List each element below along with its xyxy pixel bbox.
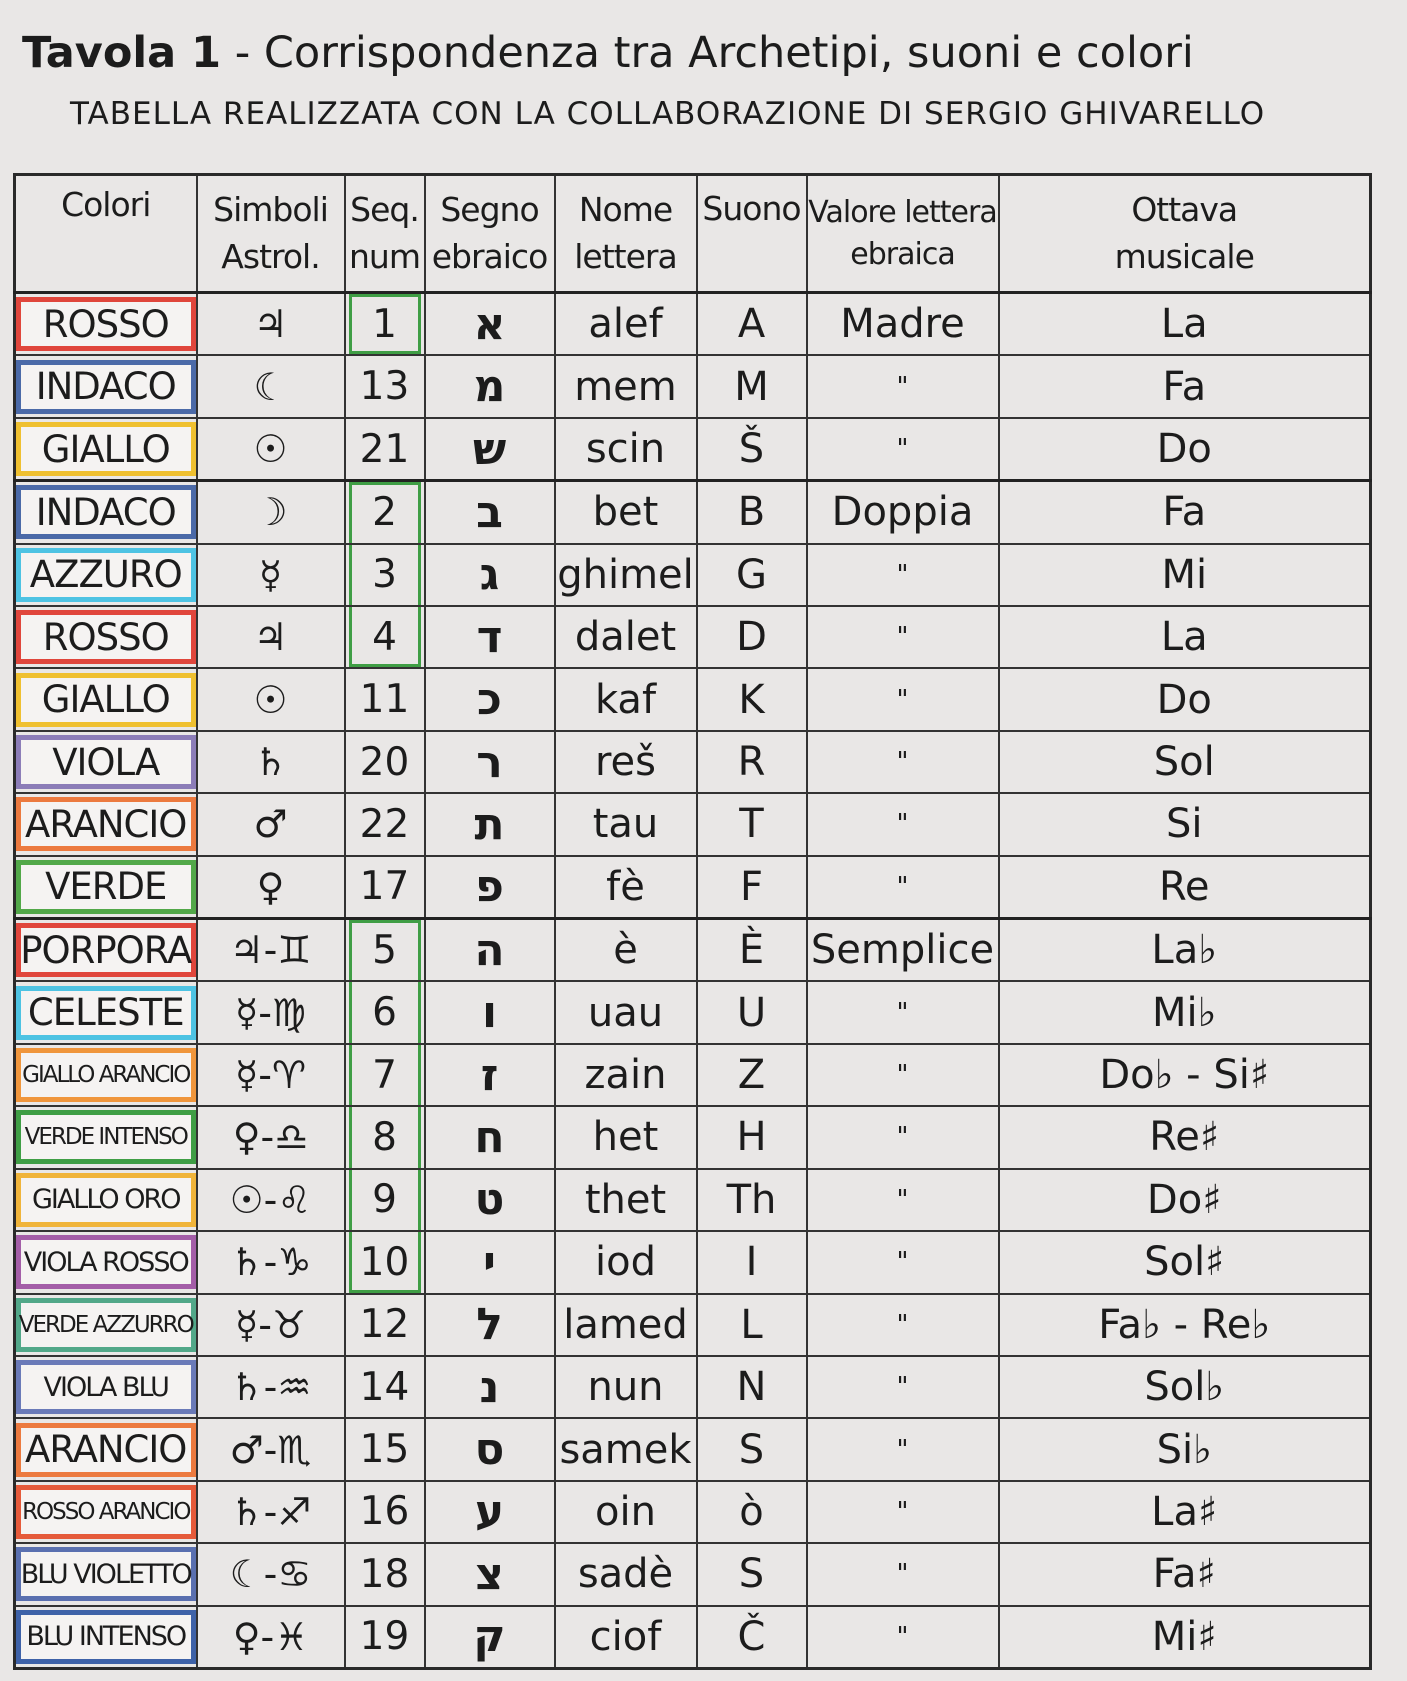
- table-row: [15, 1044, 1371, 1106]
- title-text: - Corrispondenza tra Archetipi, suoni e colori: [221, 28, 1194, 78]
- color-label: ARANCIO: [25, 802, 187, 846]
- letter-name: è: [555, 919, 697, 982]
- astro-symbol: ☿-♉: [197, 1294, 345, 1356]
- musical-octave: Do: [999, 668, 1371, 730]
- color-cell: [15, 668, 197, 730]
- color-cell: [15, 1356, 197, 1418]
- musical-octave: Mi♯: [999, 1606, 1371, 1669]
- color-cell: [15, 793, 197, 855]
- color-swatch: [16, 797, 196, 851]
- letter-name: nun: [555, 1356, 697, 1418]
- musical-octave: Do♭ - Si♯: [999, 1044, 1371, 1106]
- seq-value: 18: [359, 1551, 410, 1597]
- color-swatch: [16, 610, 196, 664]
- letter-sound: Th: [697, 1169, 807, 1231]
- page-title: [22, 28, 1194, 78]
- letter-name: ghimel: [555, 544, 697, 606]
- seq-value: 19: [359, 1614, 410, 1660]
- table-row: [15, 355, 1371, 417]
- letter-sound: M: [697, 355, 807, 417]
- seq-number: [345, 1106, 425, 1168]
- musical-octave: Fa: [999, 355, 1371, 417]
- letter-value: ": [807, 355, 999, 417]
- hebrew-letter: ת: [425, 793, 555, 855]
- color-cell: [15, 1106, 197, 1168]
- seq-value: 7: [372, 1052, 397, 1098]
- musical-octave: Sol♯: [999, 1231, 1371, 1293]
- color-label: INDACO: [35, 365, 176, 409]
- header-colori: Colori: [15, 175, 197, 293]
- letter-sound: ò: [697, 1481, 807, 1543]
- color-cell: [15, 418, 197, 481]
- astro-symbol: ☉-♌: [197, 1169, 345, 1231]
- letter-value: ": [807, 1543, 999, 1605]
- color-cell: [15, 293, 197, 356]
- hebrew-letter: י: [425, 1231, 555, 1293]
- musical-octave: Re: [999, 856, 1371, 919]
- color-cell: [15, 856, 197, 919]
- seq-number: [345, 1169, 425, 1231]
- letter-name: bet: [555, 481, 697, 544]
- musical-octave: Fa♭ - Re♭: [999, 1294, 1371, 1356]
- letter-sound: G: [697, 544, 807, 606]
- color-cell: [15, 606, 197, 668]
- color-label: GIALLO ARANCIO: [22, 1062, 190, 1089]
- letter-name: oin: [555, 1481, 697, 1543]
- astro-symbol: ♄-♑: [197, 1231, 345, 1293]
- table-row: [15, 919, 1371, 982]
- color-swatch: [16, 1423, 196, 1477]
- letter-value: ": [807, 1106, 999, 1168]
- seq-value: 20: [359, 739, 410, 785]
- table-row: [15, 1543, 1371, 1605]
- hebrew-letter: ג: [425, 544, 555, 606]
- seq-number: [345, 1044, 425, 1106]
- color-label: VIOLA: [52, 740, 160, 784]
- color-swatch: [16, 360, 196, 414]
- astro-symbol: ♀-♎: [197, 1106, 345, 1168]
- letter-name: het: [555, 1106, 697, 1168]
- astro-symbol: ☿-♈: [197, 1044, 345, 1106]
- letter-sound: Č: [697, 1606, 807, 1669]
- musical-octave: Re♯: [999, 1106, 1371, 1168]
- table-row: [15, 731, 1371, 793]
- color-swatch: [16, 923, 196, 977]
- seq-number: [345, 293, 425, 356]
- seq-value: 11: [359, 677, 410, 723]
- color-swatch: [16, 1298, 196, 1352]
- seq-number: [345, 793, 425, 855]
- color-swatch: [16, 485, 196, 539]
- color-cell: [15, 481, 197, 544]
- color-label: GIALLO: [41, 427, 170, 471]
- seq-value: 1: [372, 301, 397, 347]
- seq-number: [345, 981, 425, 1043]
- letter-name: zain: [555, 1044, 697, 1106]
- color-label: AZZURO: [29, 553, 182, 597]
- color-label: INDACO: [35, 490, 176, 534]
- color-label: BLU INTENSO: [26, 1621, 186, 1653]
- letter-name: alef: [555, 293, 697, 356]
- color-label: ROSSO: [42, 302, 169, 346]
- color-swatch: [16, 1110, 196, 1164]
- color-label: ARANCIO: [25, 1428, 187, 1472]
- hebrew-letter: ח: [425, 1106, 555, 1168]
- color-swatch: [16, 673, 196, 727]
- astro-symbol: ♃: [197, 293, 345, 356]
- musical-octave: Fa♯: [999, 1543, 1371, 1605]
- hebrew-letter: ר: [425, 731, 555, 793]
- musical-octave: La: [999, 293, 1371, 356]
- color-swatch: [16, 297, 196, 351]
- color-swatch: [16, 986, 196, 1040]
- table-row: [15, 418, 1371, 481]
- musical-octave: Si: [999, 793, 1371, 855]
- letter-name: thet: [555, 1169, 697, 1231]
- correspondence-table: [13, 173, 1372, 1670]
- seq-number: [345, 418, 425, 481]
- seq-value: 2: [372, 489, 397, 535]
- hebrew-letter: ל: [425, 1294, 555, 1356]
- letter-value: ": [807, 1231, 999, 1293]
- astro-symbol: ☿-♍: [197, 981, 345, 1043]
- seq-number: [345, 544, 425, 606]
- seq-number: [345, 481, 425, 544]
- hebrew-letter: ע: [425, 1481, 555, 1543]
- color-cell: [15, 544, 197, 606]
- color-cell: [15, 1231, 197, 1293]
- letter-name: kaf: [555, 668, 697, 730]
- seq-number: [345, 1543, 425, 1605]
- color-cell: [15, 919, 197, 982]
- letter-name: uau: [555, 981, 697, 1043]
- letter-value: ": [807, 1044, 999, 1106]
- table-row: [15, 1231, 1371, 1293]
- letter-sound: R: [697, 731, 807, 793]
- letter-sound: K: [697, 668, 807, 730]
- table-row: [15, 1106, 1371, 1168]
- letter-name: samek: [555, 1418, 697, 1480]
- seq-value: 8: [372, 1114, 397, 1160]
- astro-symbol: ☉: [197, 418, 345, 481]
- color-swatch: [16, 1360, 196, 1414]
- letter-name: ciof: [555, 1606, 697, 1669]
- letter-value: ": [807, 544, 999, 606]
- hebrew-letter: ז: [425, 1044, 555, 1106]
- seq-number: [345, 1231, 425, 1293]
- page-subtitle: TABELLA REALIZZATA CON LA COLLABORAZIONE DI SERGIO GHIVARELLO: [70, 96, 1266, 132]
- table-row: [15, 981, 1371, 1043]
- letter-sound: B: [697, 481, 807, 544]
- color-label: VERDE INTENSO: [24, 1124, 187, 1151]
- astro-symbol: ♃: [197, 606, 345, 668]
- musical-octave: Sol♭: [999, 1356, 1371, 1418]
- musical-octave: La♭: [999, 919, 1371, 982]
- hebrew-letter: ס: [425, 1418, 555, 1480]
- seq-value: 14: [359, 1364, 410, 1410]
- musical-octave: Mi: [999, 544, 1371, 606]
- letter-sound: S: [697, 1418, 807, 1480]
- letter-sound: È: [697, 919, 807, 982]
- table-row: [15, 481, 1371, 544]
- letter-name: iod: [555, 1231, 697, 1293]
- letter-value: ": [807, 1356, 999, 1418]
- hebrew-letter: א: [425, 293, 555, 356]
- color-cell: [15, 1169, 197, 1231]
- title-number: Tavola 1: [22, 28, 222, 78]
- color-label: ROSSO ARANCIO: [22, 1498, 190, 1525]
- color-cell: [15, 1606, 197, 1669]
- seq-value: 16: [359, 1489, 410, 1535]
- letter-value: Madre: [807, 293, 999, 356]
- hebrew-letter: ש: [425, 418, 555, 481]
- letter-name: sadè: [555, 1543, 697, 1605]
- hebrew-letter: ה: [425, 919, 555, 982]
- hebrew-letter: צ: [425, 1543, 555, 1605]
- seq-value: 15: [359, 1427, 410, 1473]
- hebrew-letter: כ: [425, 668, 555, 730]
- letter-sound: Š: [697, 418, 807, 481]
- table-row: [15, 1294, 1371, 1356]
- color-label: ROSSO: [42, 615, 169, 659]
- letter-sound: U: [697, 981, 807, 1043]
- color-label: PORPORA: [20, 928, 192, 972]
- letter-sound: T: [697, 793, 807, 855]
- color-label: GIALLO: [41, 678, 170, 722]
- letter-name: reš: [555, 731, 697, 793]
- header-valore: Valore lettera ebraica: [807, 175, 999, 293]
- musical-octave: Sol: [999, 731, 1371, 793]
- color-label: CELESTE: [27, 991, 184, 1035]
- letter-value: ": [807, 981, 999, 1043]
- astro-symbol: ☉: [197, 668, 345, 730]
- letter-value: ": [807, 793, 999, 855]
- seq-number: [345, 1356, 425, 1418]
- letter-value: ": [807, 1606, 999, 1669]
- astro-symbol: ♀: [197, 856, 345, 919]
- hebrew-letter: ט: [425, 1169, 555, 1231]
- seq-value: 10: [359, 1239, 410, 1285]
- table-row: [15, 1356, 1371, 1418]
- letter-value: ": [807, 1481, 999, 1543]
- seq-number: [345, 1294, 425, 1356]
- musical-octave: Mi♭: [999, 981, 1371, 1043]
- header-segno: Segno ebraico: [425, 175, 555, 293]
- color-swatch: [16, 422, 196, 476]
- astro-symbol: ♀-♓: [197, 1606, 345, 1669]
- letter-sound: H: [697, 1106, 807, 1168]
- color-swatch: [16, 1048, 196, 1102]
- musical-octave: Fa: [999, 481, 1371, 544]
- musical-octave: Do♯: [999, 1169, 1371, 1231]
- letter-name: scin: [555, 418, 697, 481]
- hebrew-letter: ד: [425, 606, 555, 668]
- color-cell: [15, 1294, 197, 1356]
- astro-symbol: ♄: [197, 731, 345, 793]
- header-nome: Nome lettera: [555, 175, 697, 293]
- astro-symbol: ☿: [197, 544, 345, 606]
- header-suono: Suono: [697, 175, 807, 293]
- table-row: [15, 793, 1371, 855]
- letter-sound: S: [697, 1543, 807, 1605]
- musical-octave: La♯: [999, 1481, 1371, 1543]
- letter-name: dalet: [555, 606, 697, 668]
- color-cell: [15, 1044, 197, 1106]
- header-row: [15, 175, 1371, 293]
- letter-name: tau: [555, 793, 697, 855]
- letter-value: ": [807, 668, 999, 730]
- astro-symbol: ♃-♊: [197, 919, 345, 982]
- color-swatch: [16, 1610, 196, 1664]
- astro-symbol: ♄-♐: [197, 1481, 345, 1543]
- letter-sound: Z: [697, 1044, 807, 1106]
- letter-sound: F: [697, 856, 807, 919]
- seq-value: 5: [372, 927, 397, 973]
- color-swatch: [16, 735, 196, 789]
- seq-number: [345, 919, 425, 982]
- table-row: [15, 668, 1371, 730]
- color-label: VIOLA BLU: [43, 1371, 168, 1403]
- seq-value: 6: [372, 990, 397, 1036]
- table-row: [15, 606, 1371, 668]
- musical-octave: Si♭: [999, 1418, 1371, 1480]
- hebrew-letter: ב: [425, 481, 555, 544]
- hebrew-letter: ו: [425, 981, 555, 1043]
- letter-value: ": [807, 731, 999, 793]
- hebrew-letter: מ: [425, 355, 555, 417]
- color-swatch: [16, 860, 196, 914]
- table-row: [15, 1169, 1371, 1231]
- seq-number: [345, 606, 425, 668]
- seq-value: 4: [372, 614, 397, 660]
- color-swatch: [16, 1547, 196, 1601]
- table-row: [15, 544, 1371, 606]
- letter-sound: N: [697, 1356, 807, 1418]
- seq-number: [345, 1606, 425, 1669]
- letter-value: ": [807, 856, 999, 919]
- seq-value: 21: [359, 426, 410, 472]
- seq-value: 17: [359, 864, 410, 910]
- color-cell: [15, 355, 197, 417]
- seq-number: [345, 1418, 425, 1480]
- seq-number: [345, 355, 425, 417]
- hebrew-letter: ק: [425, 1606, 555, 1669]
- color-label: VIOLA ROSSO: [23, 1246, 188, 1278]
- letter-value: ": [807, 1294, 999, 1356]
- astro-symbol: ☾: [197, 355, 345, 417]
- seq-number: [345, 731, 425, 793]
- color-cell: [15, 981, 197, 1043]
- seq-value: 13: [359, 364, 410, 410]
- seq-number: [345, 668, 425, 730]
- letter-value: ": [807, 606, 999, 668]
- letter-value: Semplice: [807, 919, 999, 982]
- color-cell: [15, 1418, 197, 1480]
- letter-name: mem: [555, 355, 697, 417]
- header-simboli: Simboli Astrol.: [197, 175, 345, 293]
- astro-symbol: ♂-♏: [197, 1418, 345, 1480]
- color-cell: [15, 731, 197, 793]
- astro-symbol: ☽: [197, 481, 345, 544]
- seq-value: 22: [359, 801, 410, 847]
- hebrew-letter: נ: [425, 1356, 555, 1418]
- color-cell: [15, 1481, 197, 1543]
- letter-sound: A: [697, 293, 807, 356]
- color-label: VERDE AZZURRO: [18, 1311, 193, 1338]
- letter-value: ": [807, 1418, 999, 1480]
- color-swatch: [16, 1173, 196, 1227]
- seq-number: [345, 856, 425, 919]
- hebrew-letter: פ: [425, 856, 555, 919]
- astro-symbol: ♄-♒: [197, 1356, 345, 1418]
- color-swatch: [16, 1235, 196, 1289]
- letter-value: Doppia: [807, 481, 999, 544]
- table-row: [15, 293, 1371, 356]
- color-swatch: [16, 1485, 196, 1539]
- color-label: GIALLO ORO: [31, 1184, 180, 1216]
- letter-sound: I: [697, 1231, 807, 1293]
- seq-value: 9: [372, 1177, 397, 1223]
- table-row: [15, 856, 1371, 919]
- header-seq: Seq. num: [345, 175, 425, 293]
- color-cell: [15, 1543, 197, 1605]
- seq-number: [345, 1481, 425, 1543]
- seq-value: 3: [372, 552, 397, 598]
- seq-value: 12: [359, 1302, 410, 1348]
- color-swatch: [16, 548, 196, 602]
- table-row: [15, 1418, 1371, 1480]
- color-label: BLU VIOLETTO: [20, 1558, 191, 1590]
- letter-sound: L: [697, 1294, 807, 1356]
- header-ottava: Ottava musicale: [999, 175, 1371, 293]
- letter-sound: D: [697, 606, 807, 668]
- astro-symbol: ☾-♋: [197, 1543, 345, 1605]
- table-row: [15, 1481, 1371, 1543]
- letter-name: lamed: [555, 1294, 697, 1356]
- color-label: VERDE: [45, 865, 167, 909]
- table-row: [15, 1606, 1371, 1669]
- letter-name: fè: [555, 856, 697, 919]
- astro-symbol: ♂: [197, 793, 345, 855]
- letter-value: ": [807, 418, 999, 481]
- musical-octave: Do: [999, 418, 1371, 481]
- letter-value: ": [807, 1169, 999, 1231]
- musical-octave: La: [999, 606, 1371, 668]
